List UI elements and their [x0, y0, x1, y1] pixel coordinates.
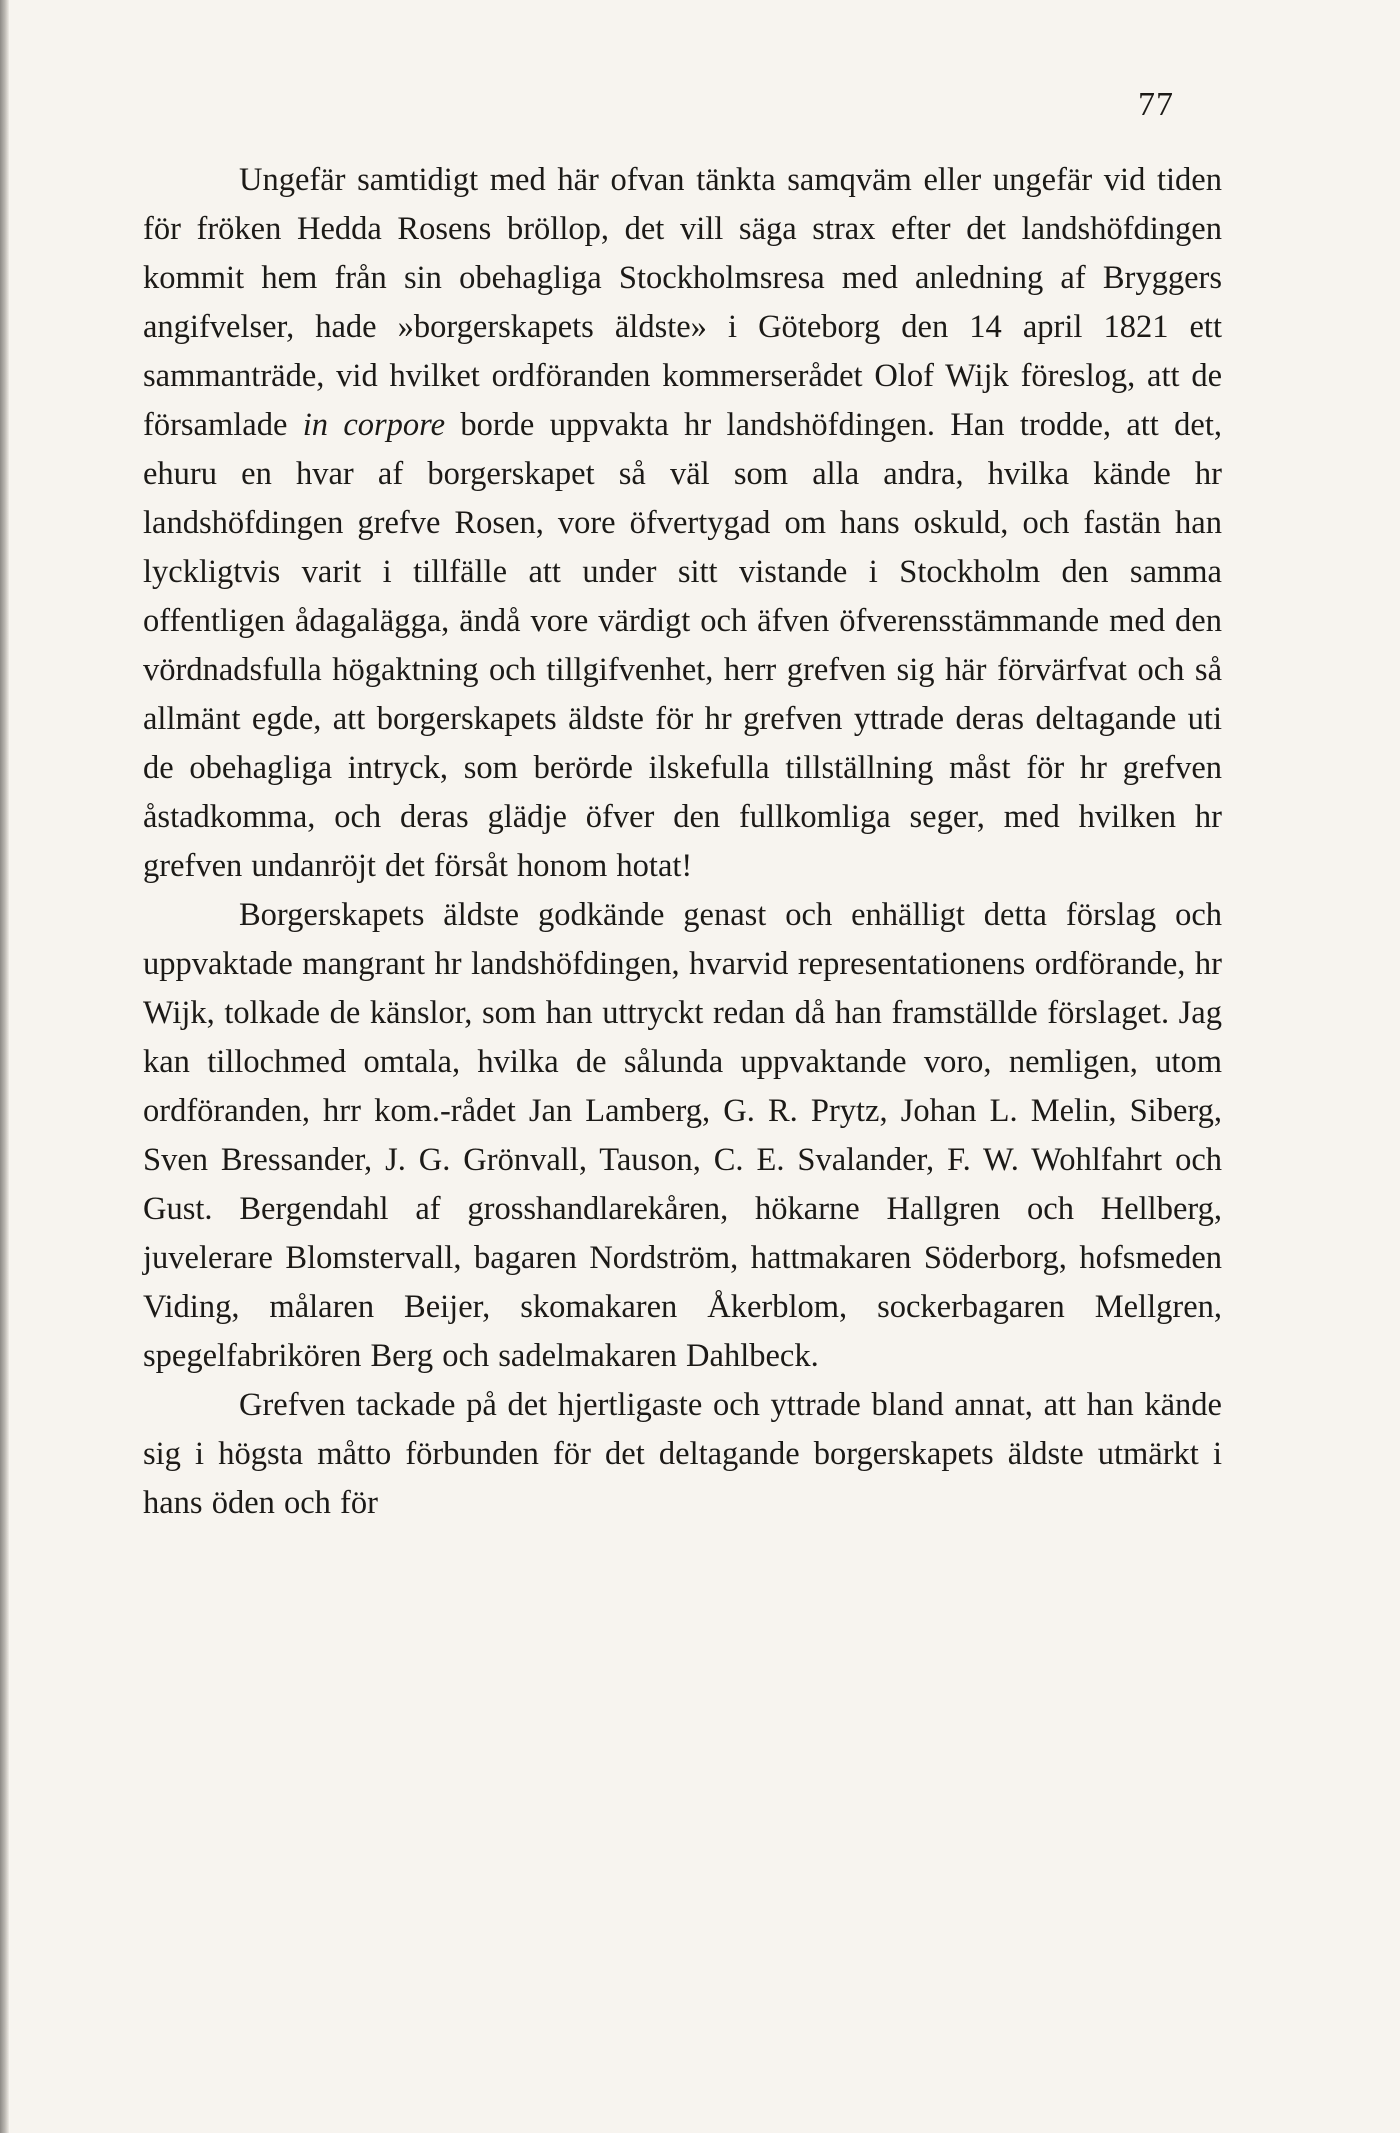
paragraph-1-text-end: borde uppvakta hr landshöfdingen. Han trodde, att det, ehuru en hvar af borgerskapet så väl som alla andra, hvilka kände hr landshöfdingen grefve Rosen, vore öfvertygad om hans oskuld, och fastän han lyckligtvis varit i tillfälle att under sitt vistande i Stockholm den samma offentligen ådagalägga, ändå vore värdigt och äfven öfverensstämmande med den vördnadsfulla högaktning och tillgifvenhet, herr grefven sig här förvärfvat och så allmänt egde, att borgerskapets äldste för hr grefven yttrade deras deltagande uti de obehagliga intryck, som berörde ilskefulla tillställning måst för hr grefven åstadkomma, och deras glädje öfver den fullkomliga seger, med hvilken hr grefven undanröjt det försåt honom hotat!: [143, 407, 1222, 884]
binding-edge: [0, 0, 9, 2133]
page-number: 77: [1138, 86, 1174, 123]
paragraph-2: Borgerskapets äldste godkände genast och enhälligt detta förslag och uppvaktade mangrant hr landshöfdingen, hvarvid representationens ordförande, hr Wijk, tolkade de känslor, som han uttryckt redan då han framställde förslaget. Jag kan tillochmed omtala, hvilka de sålunda uppvaktande voro, nemligen, utom ordföranden, hrr kom.-rådet Jan Lamberg, G. R. Prytz, Johan L. Melin, Siberg, Sven Bressander, J. G. Grönvall, Tauson, C. E. Svalander, F. W. Wohlfahrt och Gust. Bergendahl af grosshandlarekåren, hökarne Hallgren och Hellberg, juvelerare Blomstervall, bagaren Nordström, hattmakaren Söderborg, hofsmeden Viding, målaren Beijer, skomakaren Åkerblom, sockerbagaren Mellgren, spegelfabrikören Berg och sadelmakaren Dahlbeck.: [143, 897, 1222, 1374]
body-text: [143, 156, 1222, 1528]
paragraph-1: [143, 156, 1222, 891]
paragraph-3: Grefven tackade på det hjertligaste och yttrade bland annat, att han kände sig i högsta måtto förbunden för det deltagande borgerskapets äldste utmärkt i hans öden och för: [143, 1387, 1222, 1521]
paragraph-1-text-start: Ungefär samtidigt med här ofvan tänkta samqväm eller ungefär vid tiden för fröken Hedda Rosens bröllop, det vill säga strax efter det landshöfdingen kommit hem från sin obehagliga Stockholmsresa med anledning af Bryggers angifvelser, hade »borgerskapets äldste» i Göteborg den 14 april 1821 ett sammanträde, vid hvilket ordföranden kommerserådet Olof Wijk föreslog, att de församlade: [143, 162, 1222, 443]
latin-phrase: in corpore: [302, 407, 446, 443]
